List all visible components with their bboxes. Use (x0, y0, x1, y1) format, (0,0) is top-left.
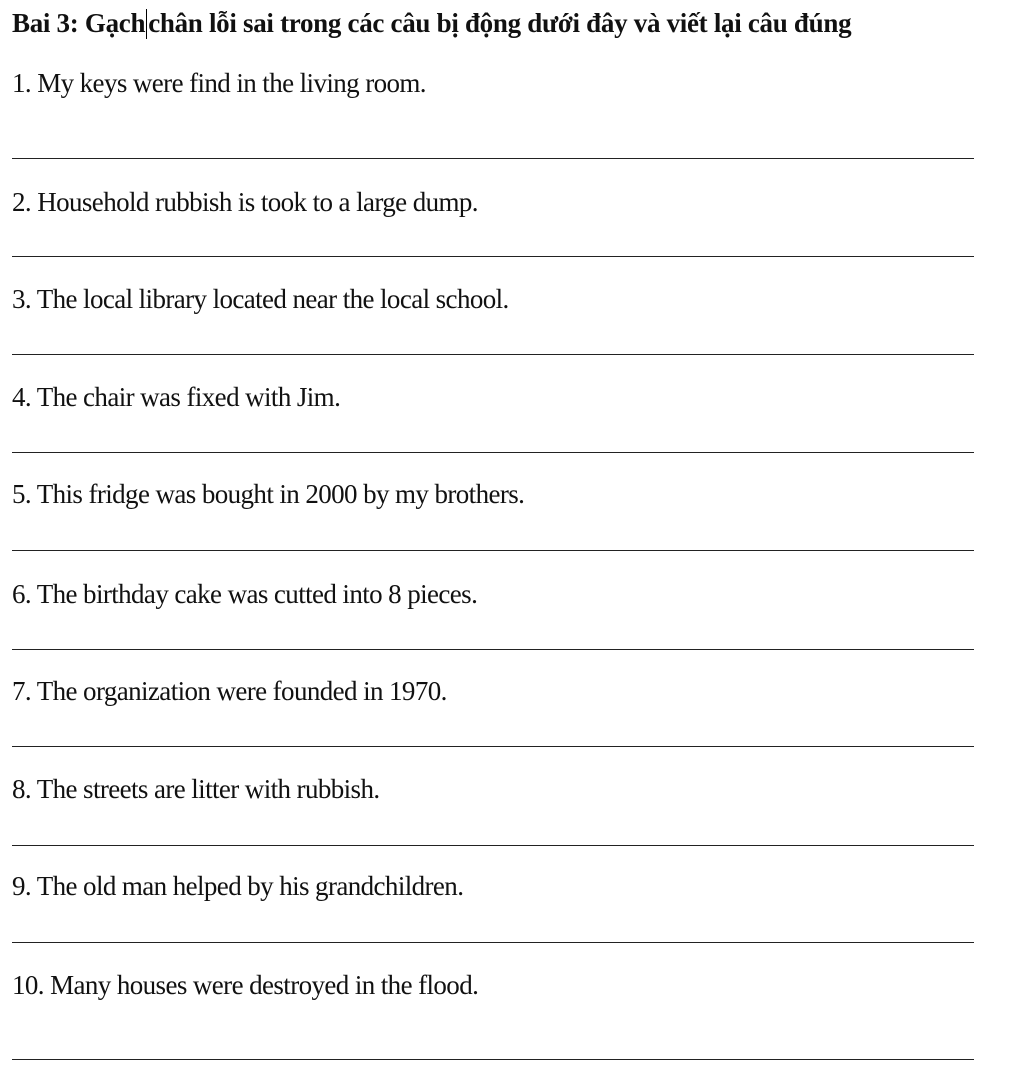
question-5: 5. This fridge was bought in 2000 by my brothers. (12, 479, 525, 509)
question-3: 3. The local library located near the local school. (12, 284, 509, 314)
answer-line-10[interactable] (12, 1059, 974, 1060)
question-8: 8. The streets are litter with rubbish. (12, 774, 380, 804)
answer-line-3[interactable] (12, 354, 974, 355)
answer-line-9[interactable] (12, 942, 974, 943)
answer-line-1[interactable] (12, 158, 974, 159)
answer-line-8[interactable] (12, 845, 974, 846)
answer-line-2[interactable] (12, 256, 974, 257)
question-1: 1. My keys were find in the living room. (12, 68, 426, 98)
answer-line-4[interactable] (12, 452, 974, 453)
question-4: 4. The chair was fixed with Jim. (12, 382, 341, 412)
question-10: 10. Many houses were destroyed in the flood. (12, 970, 479, 1000)
exercise-title-part-1: Bai 3: Gạch (12, 8, 146, 38)
exercise-title (12, 8, 851, 39)
exercise-title-part-2: chân lỗi sai trong các câu bị động dưới đây và viết lại câu đúng (148, 8, 852, 38)
question-6: 6. The birthday cake was cutted into 8 pieces. (12, 579, 478, 609)
answer-line-5[interactable] (12, 550, 974, 551)
answer-line-6[interactable] (12, 649, 974, 650)
answer-line-7[interactable] (12, 746, 974, 747)
question-9: 9. The old man helped by his grandchildren. (12, 871, 464, 901)
question-7: 7. The organization were founded in 1970. (12, 676, 447, 706)
question-2: 2. Household rubbish is took to a large dump. (12, 187, 478, 217)
